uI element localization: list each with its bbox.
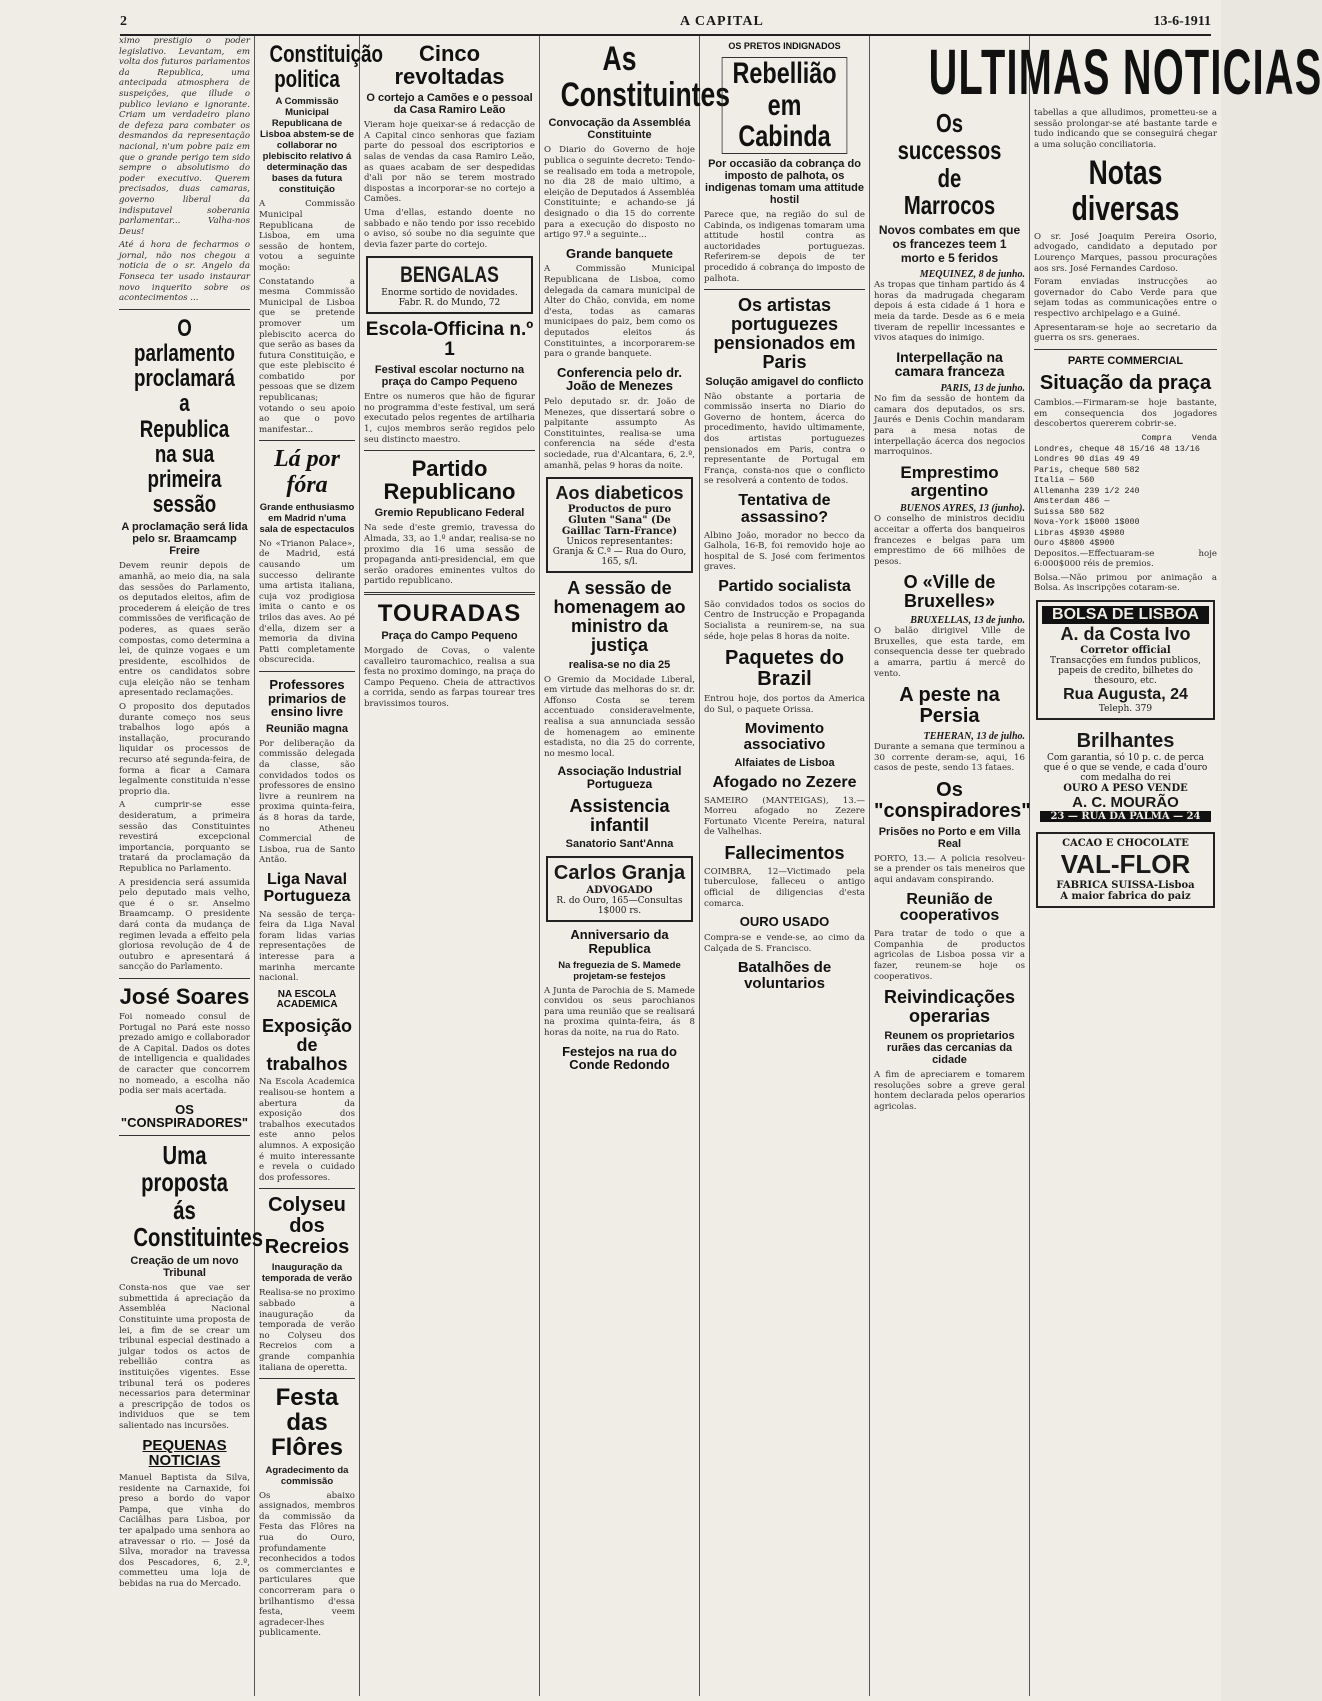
col1-headline-proposta: Uma proposta ás Constituintes — [133, 1140, 263, 1252]
rate-label: Libras — [1034, 527, 1065, 538]
ad-brilhantes-title: Brilhantes — [1076, 729, 1175, 752]
col4-headline-conferencia: Conferencia pelo dr. João de Menezes — [557, 364, 682, 394]
exchange-rate-row — [1034, 528, 1217, 539]
exchange-rates-table — [1034, 444, 1217, 549]
rate-buy: 239 1/2 — [1084, 485, 1120, 496]
ad-brilhantes-name: A. C. MOURÃO — [1072, 793, 1179, 811]
col4-text-2: A Commissão Municipal Republicana de Lisboa, como delegada da camara municipal de Alter do Chão, convida, em nome d'esta, todas as camaras municipaes do paiz, bem como os deputados eleitos ás Constituintes, a incorporarem-se para o grande banquete. — [544, 264, 695, 360]
col2-headline-liga-naval: Liga Naval Portugueza — [263, 870, 351, 905]
col2-headline-professores: Professores primarios de ensino livre — [267, 676, 347, 720]
col2-subhead-professores: Reunião magna — [266, 722, 348, 735]
col1-intro2: Até á hora de fecharmos o jornal, não nos chegou a noticia de o sr. Angelo da Fonseca ter usado instaurar novo inquerito sobre os acontecimentos ... — [119, 240, 250, 304]
col2-text-2: Constatando a mesma Commissão Municipal de Lisboa que se pretende promover um plebiscito acerca do que serão as bases da futura Constituição, e que este plebiscito é combatido por pessoas que se dizem republicanas; votando o seu apoio ao que o povo manifestar... — [259, 276, 355, 435]
col6-text-1: As tropas que tinham partido ás 4 horas da madrugada chegaram depois á esta cidade á 1 hora e meia da tarde. Desde as 6 e meia tiveram de repellir incessantes e vivos ataques do inimigo. — [874, 280, 1025, 344]
col4-headline-banquete: Grande banquete — [566, 245, 673, 261]
column-5 — [700, 36, 870, 1696]
col3-headline-escola-officina: Escola-Officina n.º 1 — [365, 319, 534, 361]
col3-text-5: Morgado de Covas, o valente cavalleiro tauromachico, realisa a sua festa no proximo domingo, na praça do Campo Pequeno. Cheia de attractivos a corrida, sendo as farpas tourear tres bravissimos touros. — [364, 646, 535, 710]
col7-headline-notas: Notas diversas — [1071, 154, 1180, 229]
rate-buy: 4$930 — [1069, 527, 1095, 538]
col5-text-4: São convidados todos os socios do Centro de Instrucção e Propaganda Socialista a reunirem-se, na sua séde, hoje pelas 8 horas da noite. — [704, 599, 865, 642]
col5-subhead-rebelliao: Por occasião da cobrança do imposto de palhota, os indigenas tomam uma attitude hostil — [705, 157, 864, 206]
col6-headline-ville-bruxelles: O «Ville de Bruxelles» — [903, 572, 996, 612]
rate-sell: 4$980 — [1099, 527, 1125, 538]
ad-bolsa-lisboa — [1036, 600, 1215, 720]
col1-subhead-parlamento: A proclamação será lida pelo sr. Braamcamp Freire — [121, 521, 248, 558]
newspaper-title: A CAPITAL — [680, 14, 764, 29]
ad-brilhantes-address: 23 — RUA DA PALMA — 24 — [1040, 811, 1211, 822]
col5-text-3: Albino João, morador no becco da Galhola, 16-B, foi removido hoje ao hospital de S. José com ferimentos graves. — [704, 530, 865, 573]
ad-bolsa-address: Rua Augusta, 24 — [1063, 685, 1188, 703]
col1-headline-pequenas: PEQUENAS NOTICIAS — [142, 1436, 227, 1470]
col2-subhead-colyseu: Inauguração da temporada de verão — [261, 1262, 353, 1285]
col4-headline-homenagem: A sessão de homenagem ao ministro da justiça — [553, 578, 686, 655]
col1-text-5: Foi nomeado consul de Portugal no Pará este nosso prezado amigo e collaborador de A Capital. Dados os dotes de intelligencia e qualidades de caracter que concorrem no nomeado, a escolha não podia ser mais acertada. — [119, 1012, 250, 1097]
col6-dateline-2: PARIS, 13 de junho. — [940, 383, 1025, 395]
rate-sell: 49 — [1129, 454, 1140, 465]
exchange-rate-row — [1034, 507, 1217, 518]
col4-ad-granja-address: R. do Ouro, 165—Consultas 1$000 rs. — [556, 896, 683, 917]
col6-headline-reivindicacoes: Reivindicações operarias — [883, 987, 1016, 1027]
col2-subhead-la-por-fora: Grande enthusiasmo em Madrid n'uma sala de espectaculos — [259, 501, 355, 535]
col5-text-1: Parece que, na região do sul de Cabinda, os indigenas tomaram uma attitude hostil contra as auctoridades portuguezas. Referirem-se depois de ter procedido á cobrança do imposto de palhota. — [704, 209, 865, 284]
col4-text-4: O Gremio da Mocidade Liberal, em virtude das melhoras do sr. dr. Affonso Costa se terem accentuado consideravelmente, realisa a sua annunciada sessão de homenagem ao eminente estadista, no dia 25 do corrente, no mesmo local. — [544, 674, 695, 759]
rate-buy: 580 — [1069, 506, 1085, 517]
rate-sell: 582 — [1124, 464, 1140, 475]
ad-valflor-kicker: CACAO E CHOCOLATE — [1062, 837, 1189, 849]
col7-text-6: Bolsa.—Não primou por animação a Bolsa. As inscripções cotaram-se. — [1034, 572, 1217, 594]
col5-headline-rebelliao: Rebellião em Cabinda — [722, 57, 848, 154]
rate-sell: 48 13/16 — [1159, 443, 1200, 454]
ad-brilhantes — [1036, 726, 1215, 826]
rate-label: Nova-York — [1034, 517, 1080, 528]
rate-sell: 240 — [1124, 485, 1140, 496]
col5-headline-batalhoes: Batalhões de voluntarios — [737, 959, 832, 992]
col6-dateline-3: BUENOS AYRES, 13 (junho). — [900, 503, 1025, 515]
exchange-rate-row — [1034, 517, 1217, 528]
col4-ad-diabeticos-title: Aos diabeticos — [555, 483, 684, 504]
col6-text-6: PORTO, 13.— A policia resolveu-se a prender os tais meneiros que aqui andavam conspirando. — [874, 853, 1025, 886]
ad-bolsa-name: A. da Costa Ivo — [1060, 623, 1191, 644]
col3-headline-partido-republicano: Partido Republicano — [383, 456, 516, 505]
column-3 — [360, 36, 540, 1696]
col4-subhead-homenagem: realisa-se no dia 25 — [568, 658, 671, 671]
col1-text-4: A presidencia será assumida pelo deputado mais velho, que é o sr. Anselmo Braamcamp. O presidente dará conta da mudança de regimen levada a effeito pela gloriosa revolução de 4 de outubro e apresentará á sancção do Parlamento. — [119, 877, 250, 973]
column-7 — [1030, 36, 1221, 1696]
col6-text-8: A fim de apreciarem e tomarem resoluções sobre a greve geral hontem declarada pelos operarios agricolas. — [874, 1070, 1025, 1112]
col3-ad-bengalas-text: Enorme sortido de novidades. Fabr. R. do Mundo, 72 — [381, 288, 518, 309]
rate-sell: 582 — [1089, 506, 1105, 517]
rate-buy: — — [1069, 475, 1075, 486]
col4-ad-diabeticos — [546, 477, 693, 573]
col4-headline-assistencia: Assistencia infantil — [569, 795, 670, 835]
col7-text-5: Depositos.—Effectuaram-se hoje 6:000$000 réis de premios. — [1034, 548, 1217, 570]
rate-buy: 486 — [1084, 496, 1100, 507]
col5-headline-movimento: Movimento associativo — [743, 720, 826, 754]
rate-label: Allemanha — [1034, 485, 1080, 496]
col6-text-2: No fim da sessão de hontem da camara dos deputados, os srs. Jaurés e Denis Cochin mandaram para a mesa notas de interpellação ácerca dos negocios marroquinos. — [874, 394, 1025, 458]
col7-headline-situacao: Situação da praça — [1039, 372, 1212, 395]
col2-headline-escola-academica: NA ESCOLA ACADEMICA — [276, 988, 338, 1011]
col3-text-4: Na sede d'este gremio, travessa do Almada, 33, ao 1.º andar, realisa-se no proximo dia 16 uma sessão de propaganda anti-presidencial, em que serão oradores eminentes vultos do partido republicano. — [364, 523, 535, 587]
ad-brilhantes-text: Com garantia, só 10 p. c. de perca que é o que se vende, e cada d'ouro com medalha do rei — [1043, 752, 1208, 783]
column-2 — [255, 36, 383, 1696]
ad-valflor-fabrica: FABRICA SUISSA-Lisboa — [1056, 879, 1195, 891]
col7-headline-parte-commercial: PARTE COMMERCIAL — [1067, 354, 1184, 367]
col3-ad-bengalas-title: BENGALAS — [400, 262, 499, 288]
col5-text-7: COIMBRA, 12—Victimado pela tuberculose, falleceu o antigo official de diligencias d'esta comarca. — [704, 866, 865, 909]
col6-text-5: Durante a semana que terminou a 30 corrente deram-se, aqui, 16 casos de peste, sendo 13 fataes. — [874, 742, 1025, 774]
col2-text-6: Na Escola Academica realisou-se hontem a abertura da exposição dos trabalhos executados este anno pelos alumnos. A exposição é muito interessante e revela o cuidado dos professores. — [259, 1077, 355, 1183]
ad-bolsa-phone: Teleph. 379 — [1098, 703, 1153, 714]
col5-text-5: Entrou hoje, dos portos da America do Sul, o paquete Orissa. — [704, 694, 865, 715]
rate-buy: 4$800 — [1059, 538, 1085, 549]
col2-headline-festa-flores: Festa das Flôres — [270, 1384, 344, 1462]
col6-dateline-5: TEHERAN, 13 de julho. — [923, 731, 1025, 743]
ultimas-noticias-banner: ULTIMAS NOTICIAS — [928, 36, 1322, 108]
rate-buy: 1$000 — [1084, 517, 1110, 528]
col4-subhead-anniversario: Na freguezia de S. Mamede projetam-se festejos — [558, 959, 681, 982]
col6-subhead-reivindicacoes: Reunem os proprietarios rurães das cercanias da cidade — [884, 1030, 1015, 1066]
ad-valflor-title: VAL-FLOR — [1060, 848, 1191, 879]
rate-label: Italia — [1034, 475, 1065, 486]
rate-label: Londres 90 dias — [1034, 454, 1110, 465]
col3-subhead-touradas: Praça do Campo Pequeno — [381, 630, 518, 643]
col6-subhead-conspiradores: Prisões no Porto e em Villa Real — [878, 825, 1021, 850]
col4-text-3: Pelo deputado sr. dr. João de Menezes, que dissertará sobre o palpitante assumpto As Constituintes, realisa-se uma conferencia na séde d'esta sociedade, rua d'Alcantara, 6, 2.º, amanhã, pelas 9 horas da noite. — [544, 396, 695, 471]
exchange-rate-row — [1034, 475, 1217, 486]
col2-text-1: A Commissão Municipal Republicana de Lisboa, em uma sessão de hontem, votou a seguinte moção: — [259, 199, 355, 273]
col6-headline-cooperativos: Reunião de cooperativos — [899, 890, 1000, 925]
rate-label: Amsterdam — [1034, 496, 1080, 507]
ad-valflor-slogan: A maior fabrica do paiz — [1060, 890, 1191, 902]
col4-headline-anniversario: Anniversario da Republica — [570, 927, 669, 957]
col3-headline-cinco-revoltadas: Cinco revoltadas — [394, 41, 505, 90]
col5-text-2: Não obstante a portaria de commissão inserta no Diario do Governo de hontem, ácerca do procedimento, havido ultimamente, dos artistas portuguezes pensionados em Paris, contra o representante de Portugal em França, consta-nos que o conflicto se resolverá a contento de todos. — [704, 391, 865, 487]
ad-bolsa-title: BOLSA DE LISBOA — [1042, 606, 1209, 624]
col1-headline-conspiradores: OS "CONSPIRADORES" — [120, 1101, 249, 1131]
col6-headline-marrocos: Os successos de Marrocos — [897, 108, 1002, 220]
rate-label: Ouro — [1034, 538, 1055, 549]
col4-ad-granja-role: ADVOGADO — [586, 885, 653, 897]
col2-text-4: Por deliberação da commissão delegada da classe, são convidados todos os professores de ensino livre a reunirem na proxima quinta-feira, ás 8 horas da tarde, no Atheneu Commercial de Lisboa, rua de Santo Antão. — [259, 738, 355, 866]
exchange-rate-row — [1034, 465, 1217, 476]
col3-headline-touradas: TOURADAS — [377, 599, 522, 627]
col5-headline-ouro-usado: OURO USADO — [739, 914, 830, 930]
col2-headline-colyseu: Colyseu dos Recreios — [264, 1194, 350, 1259]
col5-subhead-movimento: Alfaiates de Lisboa — [734, 756, 835, 769]
col5-headline-artistas: Os artistas portuguezes pensionados em Paris — [713, 295, 856, 372]
col7-intro: tabellas a que alludimos, prometteu-se a sessão prolongar-se até bastante tarde e tudo indicando que se conseguirá chegar a uma solução conciliatoria. — [1034, 108, 1217, 150]
issue-date: 13-6-1911 — [1153, 14, 1211, 29]
col6-text-4: O balão dirigivel Ville de Bruxelles, que esta tarde, em consequencia desse ter quebrado a amarra, partiu á mercê do vento. — [874, 626, 1025, 679]
col6-headline-peste: A peste na Persia — [899, 684, 1000, 728]
col1-text-6: Consta-nos que vae ser submettida á apreciação da Assembléa Nacional Constituinte uma proposta de lei, a fim de se crear um tribunal especial destinado a julgar todos os actos de rebellião contra as instituições vigentes. Esse tribunal terá os poderes necessarios para determinar a prescripção de todos os individuos que se tem salientado nas incursões. — [119, 1283, 250, 1431]
col7-text-4: Cambios.—Firmaram-se hoje bastante, em consequencia dos jogadores descobertos quererem cobrir-se. — [1034, 398, 1217, 430]
rate-sell: — — [1104, 496, 1110, 507]
rate-buy: 580 — [1104, 464, 1120, 475]
rate-buy: 49 — [1114, 454, 1125, 465]
col5-headline-paquetes: Paquetes do Brazil — [725, 647, 844, 691]
col3-subhead-escola-officina: Festival escolar nocturno na praça do Campo Pequeno — [374, 364, 525, 389]
col5-headline-tentativa: Tentativa de assassino? — [738, 492, 831, 526]
col5-text-6: SAMEIRO (MANTEIGAS), 13.— Morreu afogado no Zezere Fortunato Vicente Pereira, natural de Valhelhas. — [704, 795, 865, 838]
col1-headline-jose-soares: José Soares — [119, 983, 250, 1009]
col6-dateline-4: BRUXELLAS, 13 de junho. — [910, 615, 1025, 627]
col4-text-5: A Junta de Parochia de S. Mamede convidou os seus parochianos para uma reunião que se realisará na proxima quinta-feira, ás 8 horas da noite, na rua do Rato. — [544, 985, 695, 1039]
col4-ad-diabeticos-contact: Unicos representantes: Granja & C.ª — Rua do Ouro, 165, s/l. — [552, 537, 687, 568]
rate-label: Paris, cheque — [1034, 464, 1100, 475]
col6-text-7: Para tratar de todo o que a Companhia de productos agricolas de Lisboa possa vir a fazer, reunem-se hoje os cooperativos. — [874, 929, 1025, 982]
col2-text-8: Os abaixo assignados, membros da commissão da Festa das Flôres na rua do Ouro, profundamente reconhecidos a todos os commerciantes e particulares que concorreram para o brilhantismo d'essa festa, veem agradecer-lhes publicamente. — [259, 1490, 355, 1639]
col4-ad-granja-name: Carlos Granja — [553, 862, 686, 885]
col2-headline-constituicao: Constituição politica — [269, 41, 383, 94]
rate-buy: 48 15/16 — [1114, 443, 1155, 454]
col5-kicker: OS PRETOS INDIGNADOS — [728, 41, 841, 51]
col1-text-1: Devem reunir depois de amanhã, ao meio dia, na sala das sessões do Parlamento, os deputados eleitos, afim de procederem á eleição de tres commissões de verificação de poderes, as quaes serão compostas, como determina a lei, de quinze vogaes e um presidente, escolhidos de entre os candidatos sobre cuja eleição não se tenham apresentado reclamações. — [119, 561, 250, 699]
col2-text-5: Na sessão de terça-feira da Liga Naval foram lidas varias representações de interesse para a marinha mercante nacional. — [259, 909, 355, 984]
col5-subhead-artistas: Solução amigavel do conflicto — [705, 375, 864, 388]
col2-text-3: No «Trianon Palace», de Madrid, está causando um successo delirante uma artista italiana, cuja voz prodigiosa imita o canto e os trilos das aves. Ao pé d'ella, dizem ser a memoria da divina Patti completamente obscurecida. — [259, 538, 355, 666]
col6-dateline-1: MEQUINEZ, 8 de junho. — [919, 269, 1025, 281]
col2-headline-exposicao: Exposição de trabalhos — [261, 1015, 353, 1074]
exchange-rate-row — [1034, 486, 1217, 497]
ad-bolsa-role: Corretor official — [1080, 644, 1171, 656]
col1-text-7: Manuel Baptista da Silva, residente na Carnaxide, foi preso a bordo do vapor Pampa, que vinha do Caciâlhas para Lisboa, por ter apalpado uma senhora ao atravessar o rio. — José da Silva, morador na travessa dos Pescadores, 6, 2.º, commetteu uma loja de bebidas na rua do Mercado. — [119, 1473, 250, 1589]
page-number: 2 — [120, 14, 127, 29]
rate-label: Londres, cheque — [1034, 443, 1110, 454]
col6-headline-emprestimo: Emprestimo argentino — [900, 462, 999, 500]
column-4 — [540, 36, 731, 1696]
ad-bolsa-desc: Transacções em fundos publicos, papeis de credito, bilhetes do thesouro, etc. — [1049, 655, 1202, 686]
col3-text-1: Vieram hoje queixar-se á redacção de A Capital cinco senhoras que faziam parte do pessoal dos escriptorios e salas de vendas da casa Ramiro Leão, as quaes acabam de ser despedidas d'ali por não se terem mostrado dispostas a incorporar-se no cortejo a Camões. — [364, 120, 535, 205]
col3-text-3: Entre os numeros que hão de figurar no programma d'este festival, um será executado pelos regentes de artilharia 1, cujos membros serão regidos pelo seu distincto maestro. — [364, 392, 535, 445]
col4-headline-constituintes: As Constituintes — [560, 40, 731, 114]
col4-text-1: O Diario do Governo de hoje publica o seguinte decreto: Tendo-se realisado em toda a metropole, no dia 28 de maio ultimo, a eleição de Deputados á Assembléa Constituinte; e achando-se já designado o dia 15 do corrente para a execução do disposto no artigo 97.º a seguinte... — [544, 145, 695, 241]
col3-subhead-partido-republicano: Gremio Republicano Federal — [374, 507, 525, 520]
ad-brilhantes-ouro: OURO A PESO VENDE — [1063, 782, 1188, 794]
exchange-rate-row — [1034, 454, 1217, 465]
rate-sell: 4$900 — [1089, 538, 1115, 549]
col1-headline-parlamento: O parlamento proclamará a Republica na sua primeira sessão — [134, 314, 235, 519]
rate-sell: 1$000 — [1114, 517, 1140, 528]
col4-headline-associacao: Associação Industrial Portugueza — [557, 764, 682, 792]
col1-text-2: O proposito dos deputados durante começo nos seus trabalhos logo após a installação, procurando liquidar os processos de recurso até segunda-feira, de forma a ficar a Camara legalmente constituida n'esse proprio dia. — [119, 702, 250, 797]
exchange-rate-row — [1034, 496, 1217, 507]
col6-subhead-marrocos: Novos combates em que os francezes teem 1 morto e 5 feridos — [878, 223, 1021, 266]
col6-text-3: O conselho de ministros decidiu acceitar a offerta dos banqueiros francezes e belgas para um emprestimo de 66 milhões de pesos. — [874, 514, 1025, 567]
exchange-rate-row — [1034, 444, 1217, 455]
col1-intro: ximo prestigio o poder legislativo. Levantam, em volta dos futuros parlamentos da Republica, uma antecipada atmosphera de suspeições, que illude o publico leviano e ignorante. Criam um verdadeiro plano de defeza para combater os desmandos da representação nacional, n'um pobre paiz em que o grande perigo tem sido sempre o absolutismo do poder executivo. Querem precisados, duas camaras, governo liberal da indisputavel soberania parlamentar... Valha-nos Deus! — [119, 36, 250, 237]
col5-text-8: Compra-se e vende-se, ao cimo da Calçada de S. Francisco. — [704, 932, 865, 954]
col7-text-2: Foram enviadas instrucções ao governador do Cabo Verde para que sejam todas as communicações entre o respectivo archipelago e a Guiné. — [1034, 277, 1217, 319]
rate-sell: 560 — [1079, 475, 1095, 486]
col6-headline-conspiradores: Os "conspiradores" — [874, 778, 1031, 822]
col1-text-3: A cumprir-se esse desideratum, a primeira sessão das Constituintes revestirá excepcional importancia, porquanto se tratará da proclamação da Republica no Parlamento. — [119, 800, 250, 874]
col5-headline-afogado: Afogado no Zezere — [712, 773, 857, 791]
col7-text-3: Apresentaram-se hoje ao secretario da guerra os srs. generaes. — [1034, 322, 1217, 344]
col2-headline-la-por-fora: Lá por fóra — [274, 446, 340, 498]
column-1 — [115, 36, 263, 1696]
col3-subhead-cinco-revoltadas: O cortejo a Camões e o pessoal da Casa Ramiro Leão — [366, 92, 533, 117]
exchange-rate-row — [1034, 538, 1217, 549]
ad-val-flor — [1036, 832, 1215, 908]
exchange-rates-header: Compra Venda — [1141, 433, 1217, 444]
col4-ad-carlos-granja — [546, 856, 693, 922]
col4-headline-festejos: Festejos na rua do Conde Redondo — [562, 1043, 677, 1073]
col7-text-1: O sr. José Joaquim Pereira Osorio, advogado, candidato a deputado por Lourenço Marques, passou procurações aos srs. José Fernandes Cardoso. — [1034, 231, 1217, 274]
col3-ad-bengalas — [366, 256, 533, 314]
col4-subhead-assistencia: Sanatorio Sant'Anna — [565, 838, 674, 851]
col2-subhead-constituicao: A Commissão Municipal Republicana de Lisboa abstem-se de collaborar no plebiscito relativo á determinação das bases da futura constituição — [260, 96, 354, 196]
col1-subhead-proposta: Creação de um novo Tribunal — [130, 1255, 239, 1280]
running-header — [120, 12, 1211, 36]
rate-label: Suissa — [1034, 506, 1065, 517]
col4-subhead-constituintes: Convocação da Assembléa Constituinte — [548, 117, 691, 142]
col3-text-2: Uma d'ellas, estando doente no sabbado e não tendo por isso recebido o aviso, só soube no dia seguinte que devia fazer parte do cortejo. — [364, 207, 535, 250]
col5-headline-partido-socialista: Partido socialista — [718, 577, 851, 595]
col6-headline-interpellacao: Interpellação na camara franceza — [894, 348, 1005, 380]
col2-text-7: Realisa-se no proximo sabbado a inauguração da temporada de verão no Colyseu dos Recreios com a grande companhia italiana de operetta. — [259, 1288, 355, 1373]
col5-headline-fallecimentos: Fallecimentos — [724, 843, 845, 863]
col4-ad-diabeticos-sub: Productos de puro Gluten "Sana" (De Gaillac Tarn-France) — [561, 504, 678, 538]
col2-subhead-festa-flores: Agradecimento da commissão — [265, 1464, 349, 1487]
